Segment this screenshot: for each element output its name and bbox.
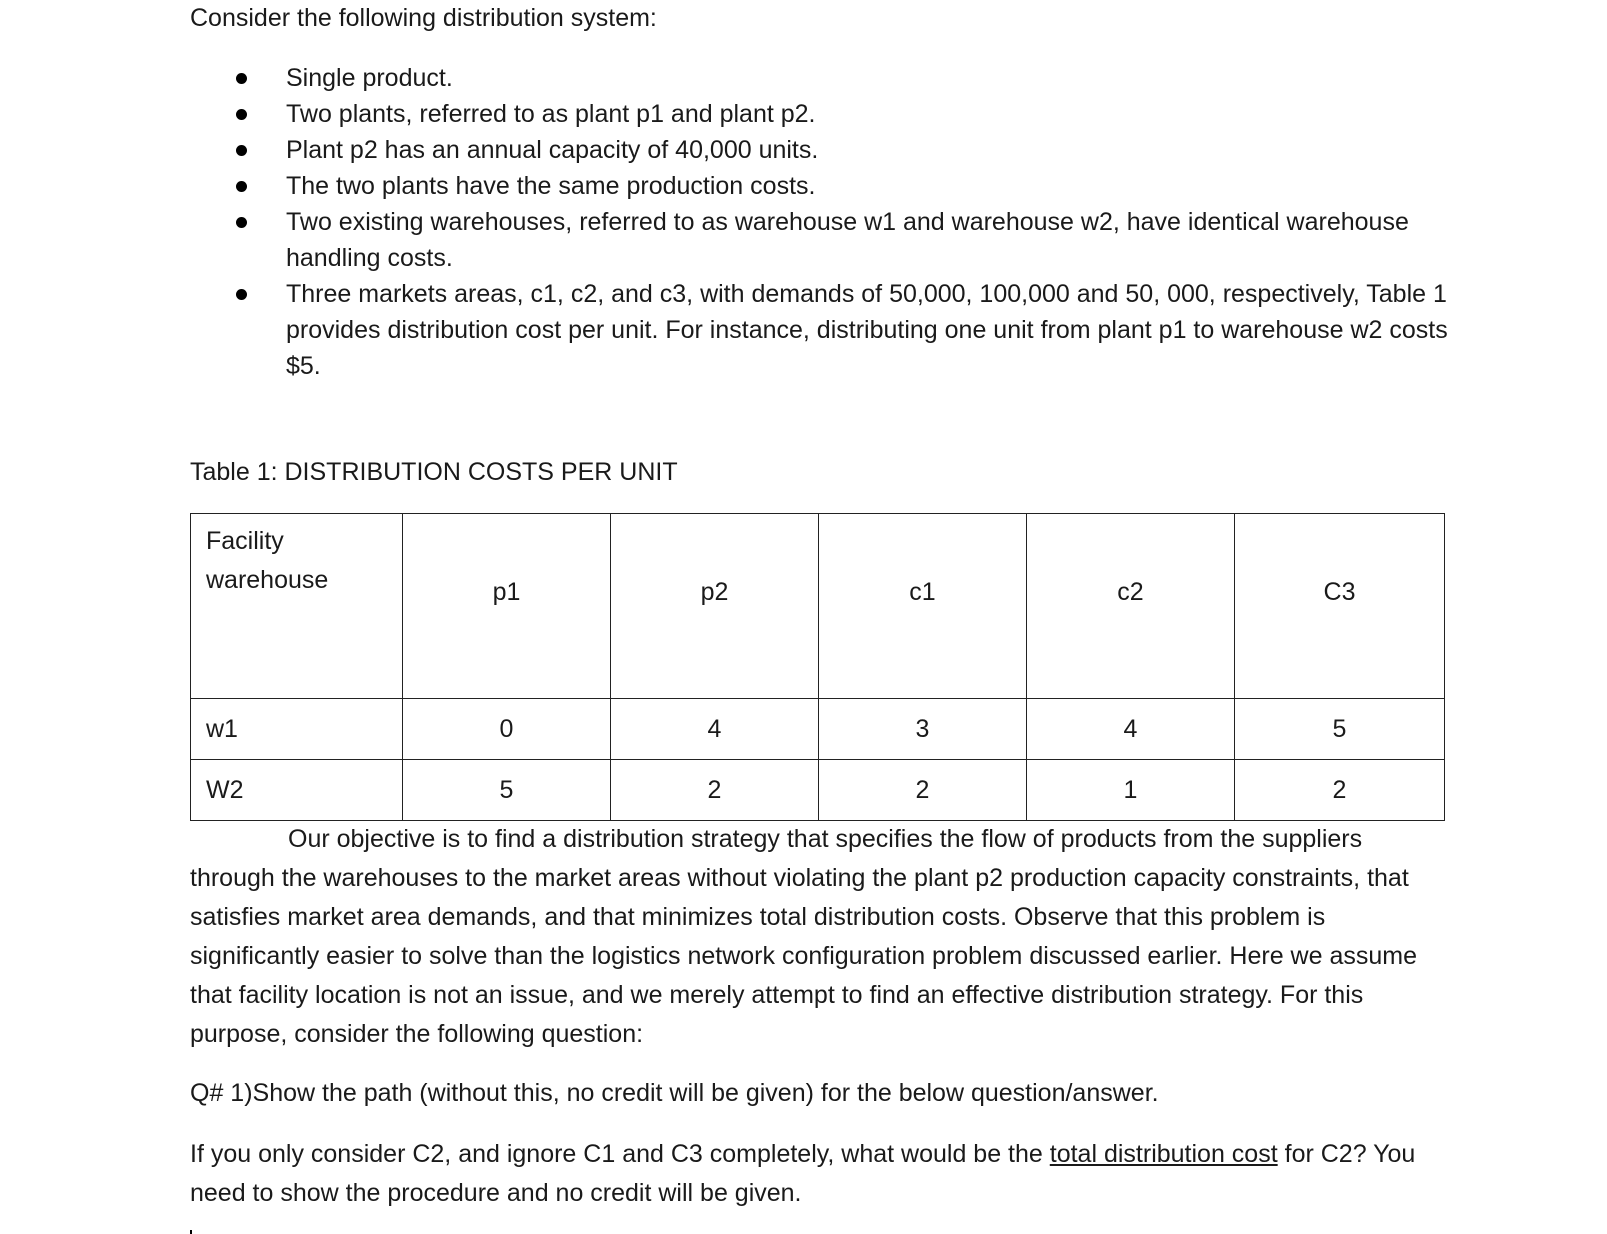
table-cell: 2 bbox=[1235, 760, 1445, 821]
table-cell: 4 bbox=[1027, 699, 1235, 760]
bullet-item bbox=[190, 96, 1450, 132]
corner-label-warehouse: warehouse bbox=[206, 566, 329, 594]
intro-text: Consider the following distribution system: bbox=[190, 4, 657, 32]
bullet-item bbox=[190, 132, 1450, 168]
question-2-before: If you only consider C2, and ignore C1 and C3 completely, what would be the bbox=[190, 1140, 1050, 1168]
bullet-text: Three markets areas, c1, c2, and c3, with demands of 50,000, 100,000 and 50, 000, respectively, Table 1 provides distribution cost per unit. For instance, distributing one unit from plant p1 to warehouse w2 costs $5. bbox=[286, 280, 1448, 380]
bullet-icon bbox=[236, 289, 247, 300]
row-label-w2: W2 bbox=[191, 760, 403, 821]
table-cell: 4 bbox=[611, 699, 819, 760]
table-cell: 0 bbox=[403, 699, 611, 760]
text-cursor bbox=[190, 1230, 192, 1234]
table-cell: 2 bbox=[611, 760, 819, 821]
bullet-icon bbox=[236, 145, 247, 156]
corner-header-cell bbox=[191, 514, 403, 699]
question-2-after: for C2? You need to show the procedure and no credit will be given. bbox=[190, 1140, 1416, 1207]
column-header-c3: C3 bbox=[1235, 514, 1445, 699]
bullet-text: The two plants have the same production costs. bbox=[286, 172, 816, 200]
table-caption: Table 1: DISTRIBUTION COSTS PER UNIT bbox=[190, 458, 678, 486]
question-2-underlined: total distribution cost bbox=[1049, 1140, 1278, 1168]
bullet-icon bbox=[236, 73, 247, 84]
table-cell: 2 bbox=[819, 760, 1027, 821]
table-cell: 5 bbox=[1235, 699, 1445, 760]
distribution-cost-table bbox=[190, 513, 1445, 821]
column-header-p2: p2 bbox=[611, 514, 819, 699]
bullet-item bbox=[190, 276, 1450, 384]
table-row bbox=[191, 760, 1445, 821]
bullet-icon bbox=[236, 109, 247, 120]
bullet-list bbox=[190, 60, 1450, 384]
bullet-item bbox=[190, 168, 1450, 204]
table-cell: 3 bbox=[819, 699, 1027, 760]
table-cell: 1 bbox=[1027, 760, 1235, 821]
question-2 bbox=[190, 1135, 1440, 1213]
table-row bbox=[191, 699, 1445, 760]
table-cell: 5 bbox=[403, 760, 611, 821]
bullet-icon bbox=[236, 181, 247, 192]
bullet-text: Plant p2 has an annual capacity of 40,000 units. bbox=[286, 136, 819, 164]
bullet-text: Two existing warehouses, referred to as warehouse w1 and warehouse w2, have identical warehouse handling costs. bbox=[286, 208, 1409, 272]
column-header-c2: c2 bbox=[1027, 514, 1235, 699]
bullet-text: Two plants, referred to as plant p1 and plant p2. bbox=[286, 100, 816, 128]
objective-paragraph: Our objective is to find a distribution strategy that specifies the flow of products from the suppliers through the warehouses to the market areas without violating the plant p2 production capacity constraints, that satisfies market area demands, and that minimizes total distribution costs. Observe that this problem is significantly easier to solve than the logistics network configuration problem discussed earlier. Here we assume that facility location is not an issue, and we merely attempt to find an effective distribution strategy. For this purpose, consider the following question: bbox=[190, 825, 1417, 1048]
question-1: Q# 1)Show the path (without this, no credit will be given) for the below question/answer. bbox=[190, 1079, 1159, 1107]
column-header-p1: p1 bbox=[403, 514, 611, 699]
bullet-icon bbox=[236, 217, 247, 228]
column-header-c1: c1 bbox=[819, 514, 1027, 699]
row-label-w1: w1 bbox=[191, 699, 403, 760]
corner-label-facility: Facility bbox=[206, 527, 284, 555]
bullet-text: Single product. bbox=[286, 64, 453, 92]
bullet-item bbox=[190, 60, 1450, 96]
table-header-row bbox=[191, 514, 1445, 699]
bullet-item bbox=[190, 204, 1450, 276]
